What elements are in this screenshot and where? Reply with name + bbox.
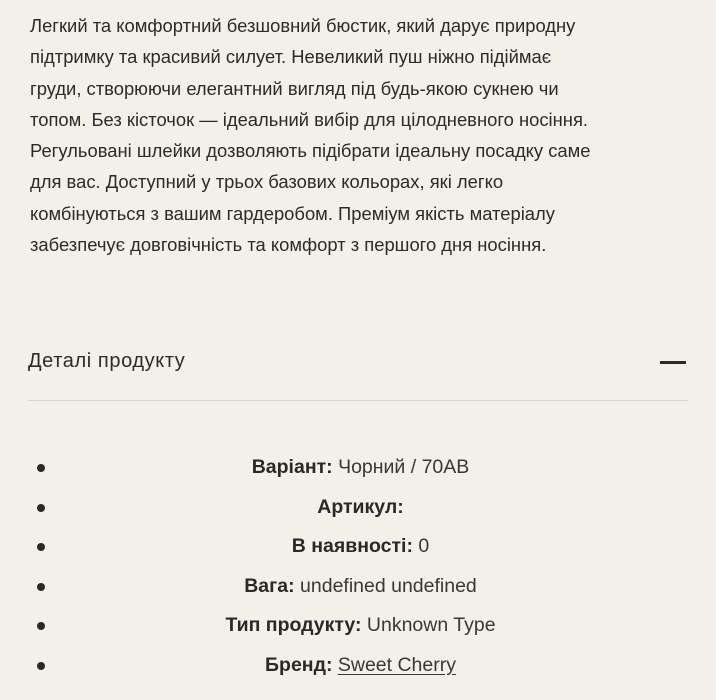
description-line: Легкий та комфортний безшовний бюстик, який дарує природну <box>30 15 576 36</box>
detail-value: Чорний / 70AB <box>338 456 470 478</box>
description-line: Регульовані шлейки дозволяють підібрати ідеальну посадку саме <box>30 140 591 162</box>
detail-label: Варіант: <box>251 456 333 478</box>
detail-product-type <box>0 606 716 646</box>
detail-variant <box>0 448 716 488</box>
detail-value: undefined undefined <box>300 574 477 597</box>
detail-weight <box>0 567 716 607</box>
product-details-title: Деталі продукту <box>28 350 186 372</box>
product-description <box>30 10 700 260</box>
detail-value: 0 <box>418 535 430 558</box>
detail-label: Тип продукту: <box>225 614 362 637</box>
description-line: для вас. Доступний у трьох базових кольорах, які легко <box>30 171 504 193</box>
detail-value: Unknown Type <box>366 614 496 637</box>
product-details-accordion-header[interactable] <box>28 330 688 400</box>
description-line: топом. Без кісточок — ідеальний вибір для цілодневного носіння. <box>30 108 589 130</box>
description-line: підтримку та красивий силует. Невеликий пуш ніжно підіймає <box>30 46 552 68</box>
description-line: забезпечує довговічність та комфорт з першого дня носіння. <box>30 234 547 256</box>
detail-label: Вага: <box>244 574 295 597</box>
details-divider <box>28 400 688 401</box>
description-line: комбінуються з вашим гардеробом. Преміум якість матеріалу <box>30 202 555 224</box>
detail-brand <box>0 646 716 686</box>
minus-icon[interactable] <box>660 351 686 373</box>
description-line: груди, створюючи елегантний вигляд під будь-якою сукнею чи <box>30 77 559 99</box>
detail-label: Бренд: <box>265 653 333 676</box>
detail-label: Артикул: <box>317 495 404 518</box>
detail-availability <box>0 527 716 567</box>
product-details-list <box>0 448 716 686</box>
brand-link[interactable]: Sweet Cherry <box>337 653 456 676</box>
detail-label: В наявності: <box>291 535 413 558</box>
detail-sku <box>0 488 716 528</box>
